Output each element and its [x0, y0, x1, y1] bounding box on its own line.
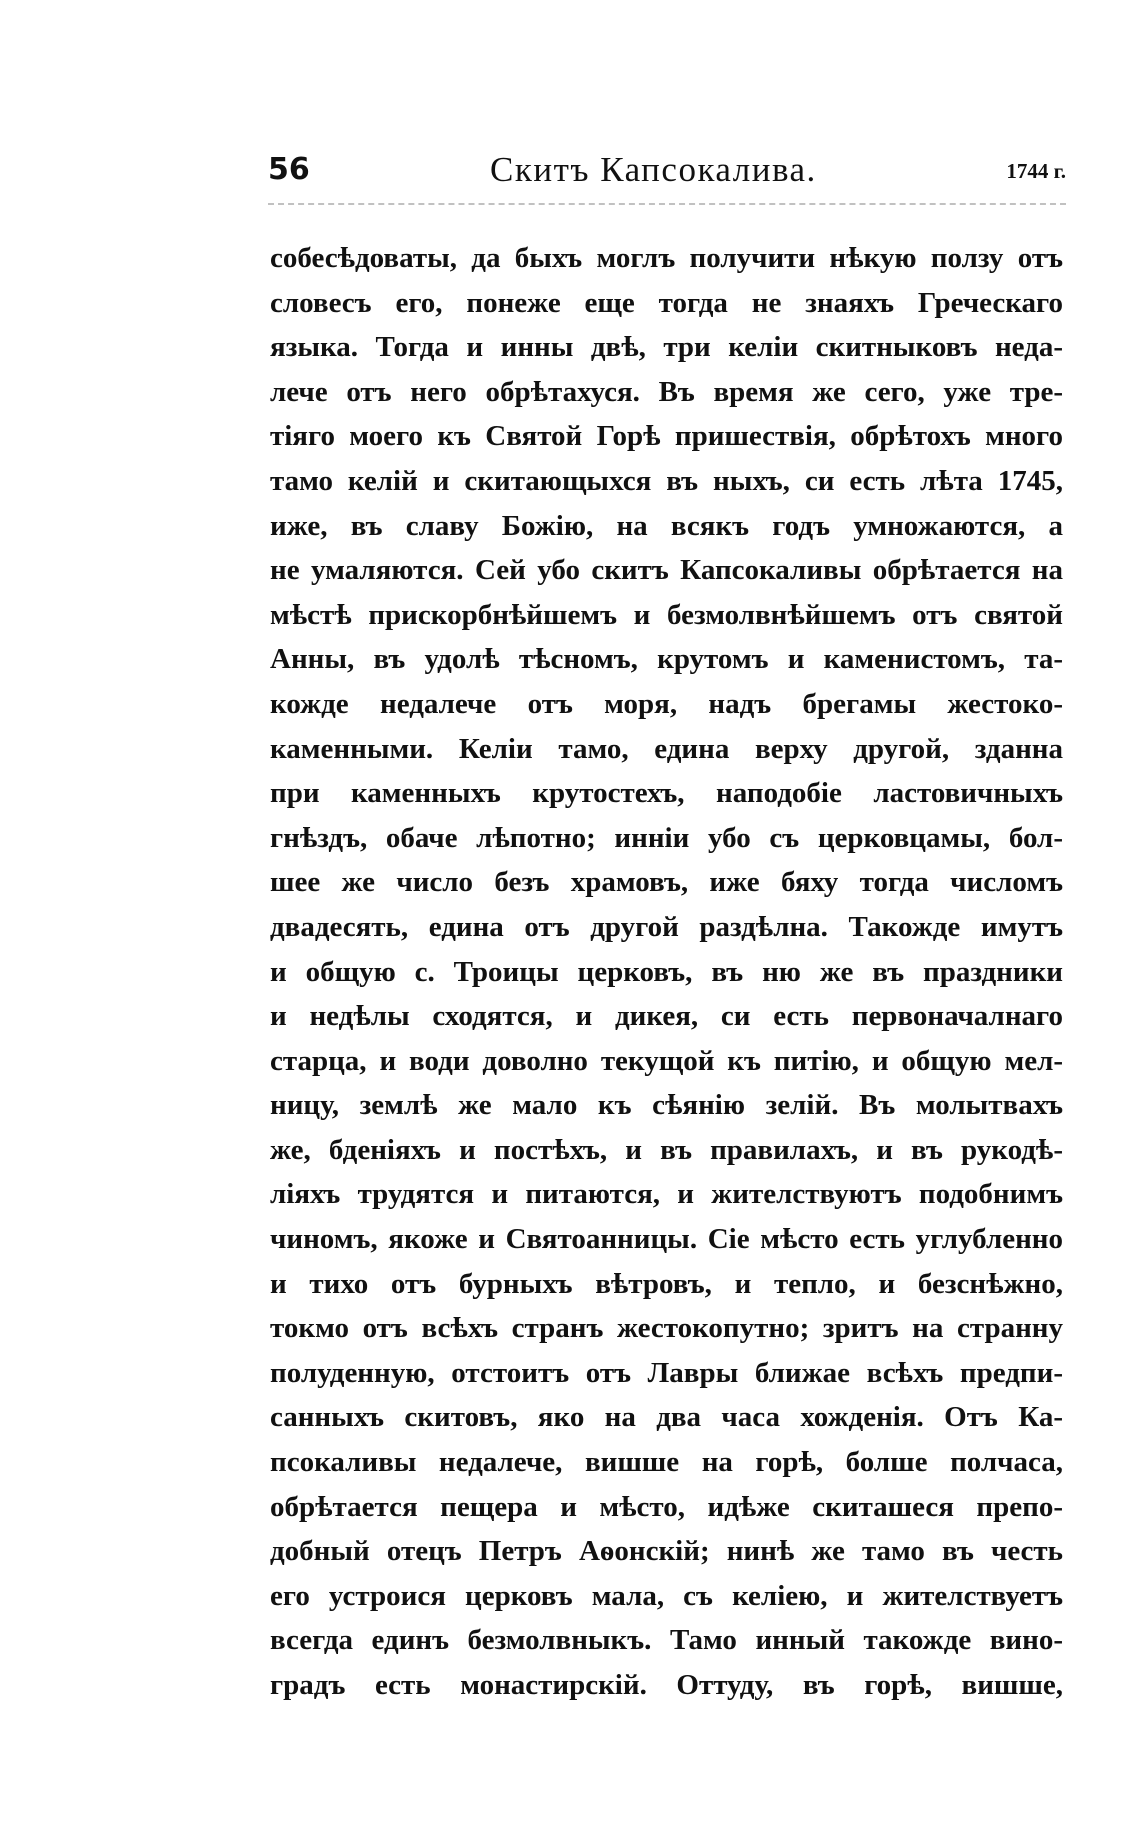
page-header [268, 150, 1066, 194]
text-line: чиномъ, якоже и Святоанницы. Сiе мѣсто есть углубленно [270, 1223, 1063, 1256]
text-line: при каменныхъ крутостехъ, наподобiе ластовичныхъ [270, 777, 1063, 810]
text-line: кожде недалече отъ моря, надъ брегамы жестоко- [270, 687, 1063, 720]
body-text [270, 236, 1063, 1708]
text-line: полуденную, отстоитъ отъ Лавры ближае всѣхъ предпи- [270, 1356, 1063, 1389]
text-line: обрѣтается пещера и мѣсто, идѣже скиташеся препо- [270, 1490, 1063, 1523]
text-line: иже, въ славу Божiю, на всякъ годъ умножаются, а [270, 509, 1063, 542]
year-label: 1744 г. [1006, 159, 1066, 183]
text-line: собесѣдоваты, да быхъ моглъ получити нѣкую ползу отъ [270, 242, 1063, 274]
text-line: тiяго моего къ Святой Горѣ пришествiя, обрѣтохъ много [270, 420, 1063, 453]
text-line: старца, и води доволно текущой къ питiю, и общую мел- [270, 1044, 1063, 1077]
text-line: псокаливы недалече, вишше на горѣ, болше полчаса, [270, 1446, 1063, 1479]
text-line: мѣстѣ прискорбнѣйшемъ и безмолвнѣйшемъ отъ святой [270, 598, 1063, 631]
text-line: добный отецъ Петръ Аѳонскiй; нинѣ же тамо въ честь [270, 1535, 1063, 1568]
text-line: его устроися церковъ мала, съ келiею, и жителствуетъ [270, 1579, 1063, 1612]
text-line: не умаляются. Сей убо скитъ Капсокаливы обрѣтается на [270, 554, 1063, 587]
text-line: каменными. Келiи тамо, едина верху другой, зданна [270, 732, 1063, 765]
text-line: тамо келiй и скитающыхся въ ныхъ, си есть лѣта 1745, [270, 464, 1063, 497]
text-line: Анны, въ удолѣ тѣсномъ, крутомъ и каменистомъ, та- [270, 643, 1063, 676]
text-line: градъ есть монастирскiй. Оттуду, въ горѣ, вишше, [270, 1669, 1063, 1701]
text-line: гнѣздъ, обаче лѣпотно; инніи убо съ церковцамы, бол- [270, 821, 1063, 854]
text-line: языка. Тогда и инны двѣ, три келiи скитныковъ неда- [270, 331, 1063, 364]
text-line: всегда единъ безмолвныкъ. Тамо инный такожде вино- [270, 1624, 1063, 1657]
text-line: и недѣлы сходятся, и дикея, си есть первоначалнаго [270, 1000, 1063, 1033]
text-line: санныхъ скитовъ, яко на два часа хожденiя. Отъ Ка- [270, 1401, 1063, 1434]
text-line: шее же число безъ храмовъ, иже бяху тогда числомъ [270, 866, 1063, 899]
text-line: ницу, землѣ же мало къ сѣянiю зелiй. Въ молытвахъ [270, 1089, 1063, 1122]
text-line: лече отъ него обрѣтахуся. Въ время же сего, уже тре- [270, 375, 1063, 408]
header-rule [268, 203, 1066, 205]
text-line: же, бденiяхъ и постѣхъ, и въ правилахъ, и въ рукодѣ- [270, 1133, 1063, 1166]
text-line: токмо отъ всѣхъ странъ жестокопутно; зритъ на странну [270, 1312, 1063, 1345]
page-number: 56 [268, 152, 310, 187]
text-line: и общую с. Троицы церковъ, въ ню же въ праздники [270, 955, 1063, 988]
text-line: словесъ его, понеже еще тогда не знаяхъ Греческаго [270, 286, 1063, 319]
text-line: лiяхъ трудятся и питаются, и жителствуютъ подобнимъ [270, 1178, 1063, 1211]
text-line: и тихо отъ бурныхъ вѣтровъ, и тепло, и безснѣжно, [270, 1267, 1063, 1300]
running-title: Скитъ Капсокалива. [490, 150, 817, 189]
text-line: двадесять, едина отъ другой раздѣлна. Такожде имутъ [270, 910, 1063, 943]
